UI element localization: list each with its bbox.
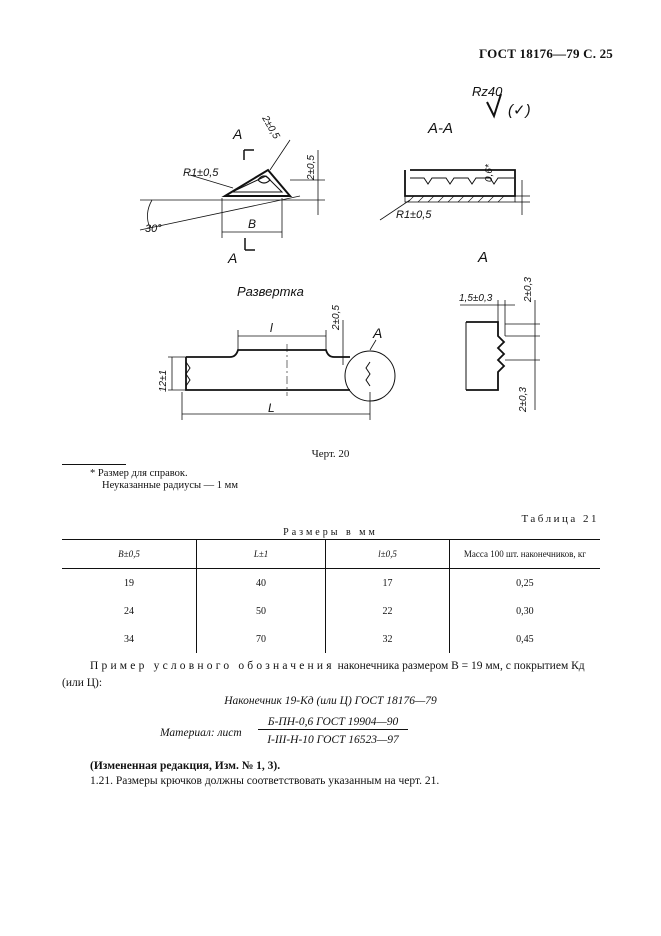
header-mass: Масса 100 шт. наконечников, кг [449, 540, 600, 569]
dim-l: l [270, 321, 273, 335]
cell-b: 24 [124, 605, 134, 617]
dimensions-table [62, 539, 600, 653]
figure-caption: Черт. 20 [311, 448, 350, 460]
cell-L: 70 [197, 625, 326, 653]
table-header-row [62, 540, 600, 569]
dim-23-bottom: 2±0,3 [518, 387, 529, 412]
section-label: А-А [428, 120, 454, 137]
cell-b: 19 [124, 577, 134, 589]
view-a-label: А [478, 249, 489, 266]
technical-drawing [95, 76, 555, 426]
example-paragraph [62, 658, 602, 692]
cell-l: 17 [326, 569, 450, 598]
cut-label-bottom: А [228, 250, 238, 266]
dim-L: L [268, 401, 275, 415]
cell-l: 22 [326, 597, 450, 625]
dim-vert-top: 2±0,5 [306, 155, 317, 180]
paragraph-1-21: 1.21. Размеры крючков должны соответствовать указанным на черт. 21. [90, 775, 440, 787]
dim-thickness: 0,6* [484, 164, 495, 182]
development-view [168, 320, 395, 420]
edition-note: (Измененная редакция, Изм. № 1, 3). [90, 760, 281, 772]
dim-vert-dev: 2±0,5 [331, 305, 342, 330]
angle-label: 30° [145, 223, 162, 235]
example-rest: наконечника размером B = 19 мм, с покрытием Кд (или Ц): [62, 660, 585, 689]
table-caption: Размеры в мм [283, 527, 378, 538]
radius-label-left: R1±0,5 [183, 167, 219, 179]
material-denominator: I-III-Н-10 ГОСТ 16523—97 [267, 734, 399, 746]
dim-12: 12±1 [158, 369, 169, 392]
header-b: B±0,5 [62, 540, 197, 569]
footnote-rule [62, 464, 126, 465]
cell-L: 50 [197, 597, 326, 625]
radius-label-section: R1±0,5 [396, 209, 432, 221]
tip-side-view [140, 140, 325, 250]
surface-finish-symbol: (✓) [508, 102, 531, 119]
cell-mass: 0,30 [449, 597, 600, 625]
dim-15: 1,5±0,3 [459, 293, 493, 304]
table-row [62, 569, 600, 598]
page-header: ГОСТ 18176—79 С. 25 [479, 46, 613, 61]
table-row [62, 625, 600, 653]
cut-label-top: А [233, 126, 243, 142]
cell-L: 40 [197, 569, 326, 598]
surface-finish-label: Rz40 [472, 84, 503, 99]
dim-b: B [248, 217, 257, 231]
footnotes [90, 468, 238, 492]
example-lead: Пример условного обозначения [90, 660, 335, 672]
designation-example: Наконечник 19-Кд (или Ц) ГОСТ 18176—79 [224, 695, 437, 707]
dim-angled: 2±0,5 [259, 114, 282, 142]
cell-mass: 0,45 [449, 625, 600, 653]
material-numerator: Б-ПН-0,6 ГОСТ 19904—90 [258, 716, 408, 730]
table-row [62, 597, 600, 625]
circle-label: А [373, 325, 383, 341]
cell-mass: 0,25 [449, 569, 600, 598]
cell-l: 32 [326, 625, 450, 653]
footnote-reference: * Размер для справок. [90, 468, 188, 479]
dim-23-top: 2±0,3 [523, 277, 534, 302]
razvertka-label: Развертка [237, 284, 304, 299]
header-L: L±1 [197, 540, 326, 569]
cell-b: 34 [124, 633, 134, 645]
material-label: Материал: лист [160, 727, 242, 739]
header-l: l±0,5 [326, 540, 450, 569]
table-title: Таблица 21 [521, 513, 599, 525]
footnote-radii: Неуказанные радиусы — 1 мм [102, 480, 238, 491]
